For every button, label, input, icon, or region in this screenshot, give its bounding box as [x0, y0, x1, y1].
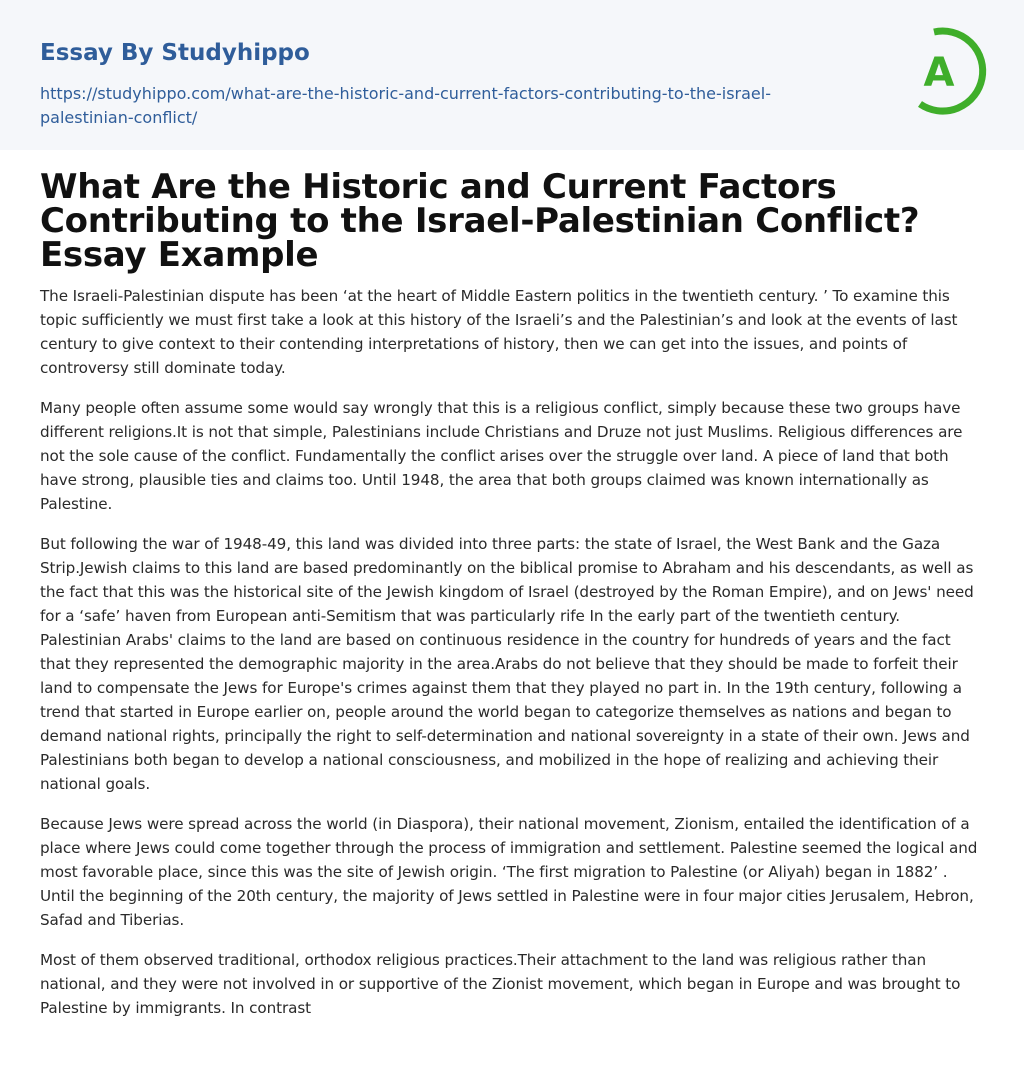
essay-paragraph: The Israeli-Palestinian dispute has been ‘at the heart of Middle Eastern politics in the twentieth century. ’ To examine this topic sufficiently we must first take a look at this history of the Israeli’s and the Palestinian’s and look at the events of last century to give context to their contending interpretations of history, then we can get into the issues, and points of controversy still dominate today. [40, 287, 958, 377]
essay-paragraph: Because Jews were spread across the world (in Diaspora), their national movement, Zionism, entailed the identification of a place where Jews could come together through the process of immigration and settlement. Palestine seemed the logical and most favorable place, since this was the site of Jewish origin. ‘The first migration to Palestine (or Aliyah) began in 1882’ . Until the beginning of the 20th century, the majority of Jews settled in Palestine were in four major cities Jerusalem, Hebron, Safad and Tiberias. [40, 815, 978, 929]
site-header [0, 0, 1024, 150]
essay-paragraph: But following the war of 1948-49, this land was divided into three parts: the state of Israel, the West Bank and the Gaza Strip.Jewish claims to this land are based predominantly on the biblical promise to Abraham and his descendants, as well as the fact that this was the historical site of the Jewish kingdom of Israel (destroyed by the Roman Empire), and on Jews' need for a ‘safe’ haven from European anti-Semitism that was particularly rife In the early part of the twentieth century. Palestinian Arabs' claims to the land are based on continuous residence in the country for hundreds of years and the fact that they represented the demographic majority in the area.Arabs do not believe that they should be made to forfeit their land to compensate the Jews for Europe's crimes against them that they played no part in. In the 19th century, following a trend that started in Europe earlier on, people around the world began to categorize themselves as nations and began to demand national rights, principally the right to self-determination and national sovereignty in a state of their own. Jews and Palestinians both began to develop a national consciousness, and mobilized in the hope of realizing and achieving their national goals. [40, 535, 974, 793]
essay-paragraph: Many people often assume some would say wrongly that this is a religious conflict, simply because these two groups have different religions.It is not that simple, Palestinians include Christians and Druze not just Muslims. Religious differences are not the sole cause of the conflict. Fundamentally the conflict arises over the struggle over land. A piece of land that both have strong, plausible ties and claims too. Until 1948, the area that both groups claimed was known internationally as Palestine. [40, 399, 963, 513]
logo-letter: A [923, 50, 955, 96]
studyhippo-logo-icon[interactable] [902, 26, 992, 116]
site-brand[interactable]: Essay By Studyhippo [40, 40, 310, 66]
essay-paragraph: Most of them observed traditional, orthodox religious practices.Their attachment to the land was religious rather than national, and they were not involved in or supportive of the Zionist movement, which began in Europe and was brought to Palestine by immigrants. In contrast [40, 951, 961, 1017]
essay-url-link[interactable]: https://studyhippo.com/what-are-the-historic-and-current-factors-contributing-to-the-israel-palestinian-conflict/ [40, 84, 771, 127]
page-title: What Are the Historic and Current Factors Contributing to the Israel-Palestinian Conflict? Essay Example [40, 167, 920, 275]
essay-body [40, 284, 985, 1036]
